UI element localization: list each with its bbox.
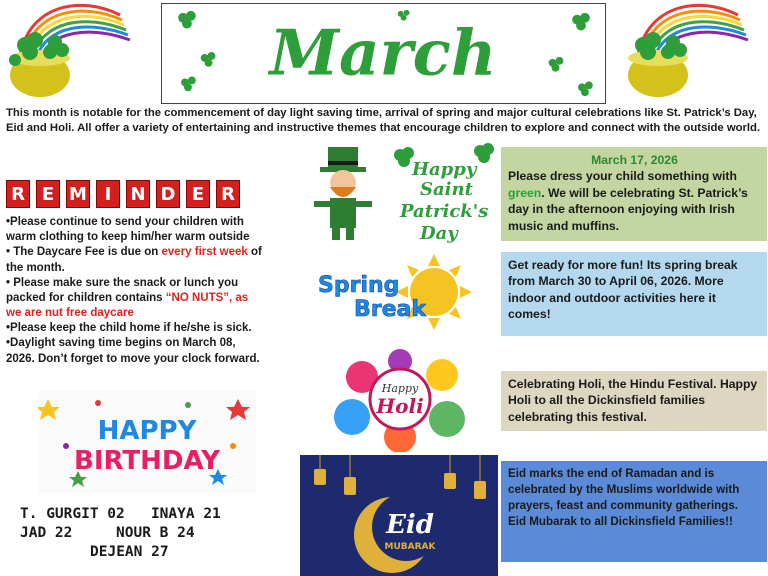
happy-birthday-image bbox=[38, 391, 256, 493]
reminder-letter: R bbox=[216, 180, 240, 208]
eid-mubarak-image bbox=[300, 455, 498, 576]
pot-of-gold-rainbow-image bbox=[0, 0, 148, 103]
spring-break-event-box bbox=[501, 252, 767, 336]
fee-suffix: of the month. bbox=[6, 246, 262, 274]
patrick-art-text3: Patrick's bbox=[400, 201, 489, 222]
birthday-art-line1: HAPPY bbox=[97, 416, 197, 446]
snack-text: • Please make sure the snack or lunch you packed for children contains bbox=[6, 276, 239, 304]
patrick-text-prefix: Please dress your child something with bbox=[508, 169, 737, 184]
eid-art-text2: MUBARAK bbox=[384, 542, 436, 552]
patrick-art-text1: Happy bbox=[412, 159, 477, 180]
saint-patricks-day-image bbox=[300, 143, 496, 246]
holi-text: Celebrating Holi, the Hindu Festival. Happy Holi to all the Dickinsfield families celebrating this festival. bbox=[508, 377, 758, 424]
birthday-names-line: T. GURGIT 02 INAYA 21 bbox=[20, 506, 221, 522]
birthday-names-line: DEJEAN 27 bbox=[90, 544, 169, 560]
happy-holi-image bbox=[302, 347, 497, 452]
birthday-names-line: JAD 22 NOUR B 24 bbox=[20, 525, 195, 541]
reminder-letter: D bbox=[156, 180, 180, 208]
eid-text-line2: Eid Mubarak to all Dickinsfield Families!! bbox=[508, 514, 733, 528]
holi-art-text2: Holi bbox=[376, 394, 424, 418]
intro-paragraph: This month is notable for the commencement of day light saving time, arrival of spring and major cultural celebrations like St. Patrick’s Day, Eid and Holi. All offer a variety of entertaining and instructive themes that encourage children to explore and connect with the outside world. bbox=[6, 107, 761, 134]
spring-text: Get ready for more fun! Its spring break from March 30 to April 06, 2026. More indoor and outdoor activities here it comes! bbox=[508, 258, 738, 322]
spring-break-image bbox=[304, 252, 494, 334]
reminder-letter: M bbox=[66, 180, 90, 208]
reminder-letter: N bbox=[126, 180, 150, 208]
reminder-item-sick: •Please keep the child home if he/she is sick. bbox=[6, 322, 252, 335]
spring-art-text2: Break bbox=[354, 297, 427, 322]
snack-highlight: “NO NUTS”, as we are nut free daycare bbox=[6, 291, 249, 320]
page-title: March bbox=[269, 15, 497, 90]
patrick-text-highlight: green bbox=[508, 185, 542, 200]
reminder-item-dst: •Daylight saving time begins on March 08, 2026. Don’t forget to move your clock forward. bbox=[6, 337, 260, 365]
patrick-text bbox=[508, 168, 761, 234]
eid-art-text1: Eid bbox=[386, 510, 434, 540]
reminder-item-fee bbox=[6, 245, 264, 275]
title-banner bbox=[161, 3, 606, 104]
holi-art-text1: Happy bbox=[381, 382, 419, 395]
reminder-banner bbox=[6, 180, 242, 210]
eid-event-box bbox=[501, 461, 767, 562]
reminder-list bbox=[6, 215, 264, 367]
patrick-text-suffix: . We will be celebrating St. Patrick’s day in the afternoon enjoying with Irish music and muffins. bbox=[508, 185, 748, 233]
birthday-art-line2: BIRTHDAY bbox=[74, 446, 220, 476]
pot-of-gold-rainbow-image-right bbox=[618, 0, 766, 103]
saint-patricks-event-box bbox=[501, 147, 767, 241]
reminder-item-clothing: •Please continue to send your children with warm clothing to keep him/her warm outside bbox=[6, 216, 250, 244]
reminder-letter: I bbox=[96, 180, 120, 208]
birthday-names bbox=[20, 505, 280, 562]
reminder-letter: E bbox=[36, 180, 60, 208]
eid-text-line1: Eid marks the end of Ramadan and is celebrated by the Muslims worldwide with prayers, feast and community gatherings. bbox=[508, 467, 740, 512]
reminder-letter: E bbox=[186, 180, 210, 208]
reminder-item-snack bbox=[6, 276, 264, 322]
fee-highlight: every first week bbox=[161, 246, 248, 259]
patrick-art-text2: Saint bbox=[420, 179, 473, 200]
patrick-art-text4: Day bbox=[420, 223, 458, 244]
fee-text: • The Daycare Fee is due on bbox=[6, 246, 162, 259]
spring-art-text1: Spring bbox=[318, 273, 400, 298]
patrick-date: March 17, 2026 bbox=[591, 153, 678, 167]
reminder-letter: R bbox=[6, 180, 30, 208]
holi-event-box bbox=[501, 371, 767, 431]
